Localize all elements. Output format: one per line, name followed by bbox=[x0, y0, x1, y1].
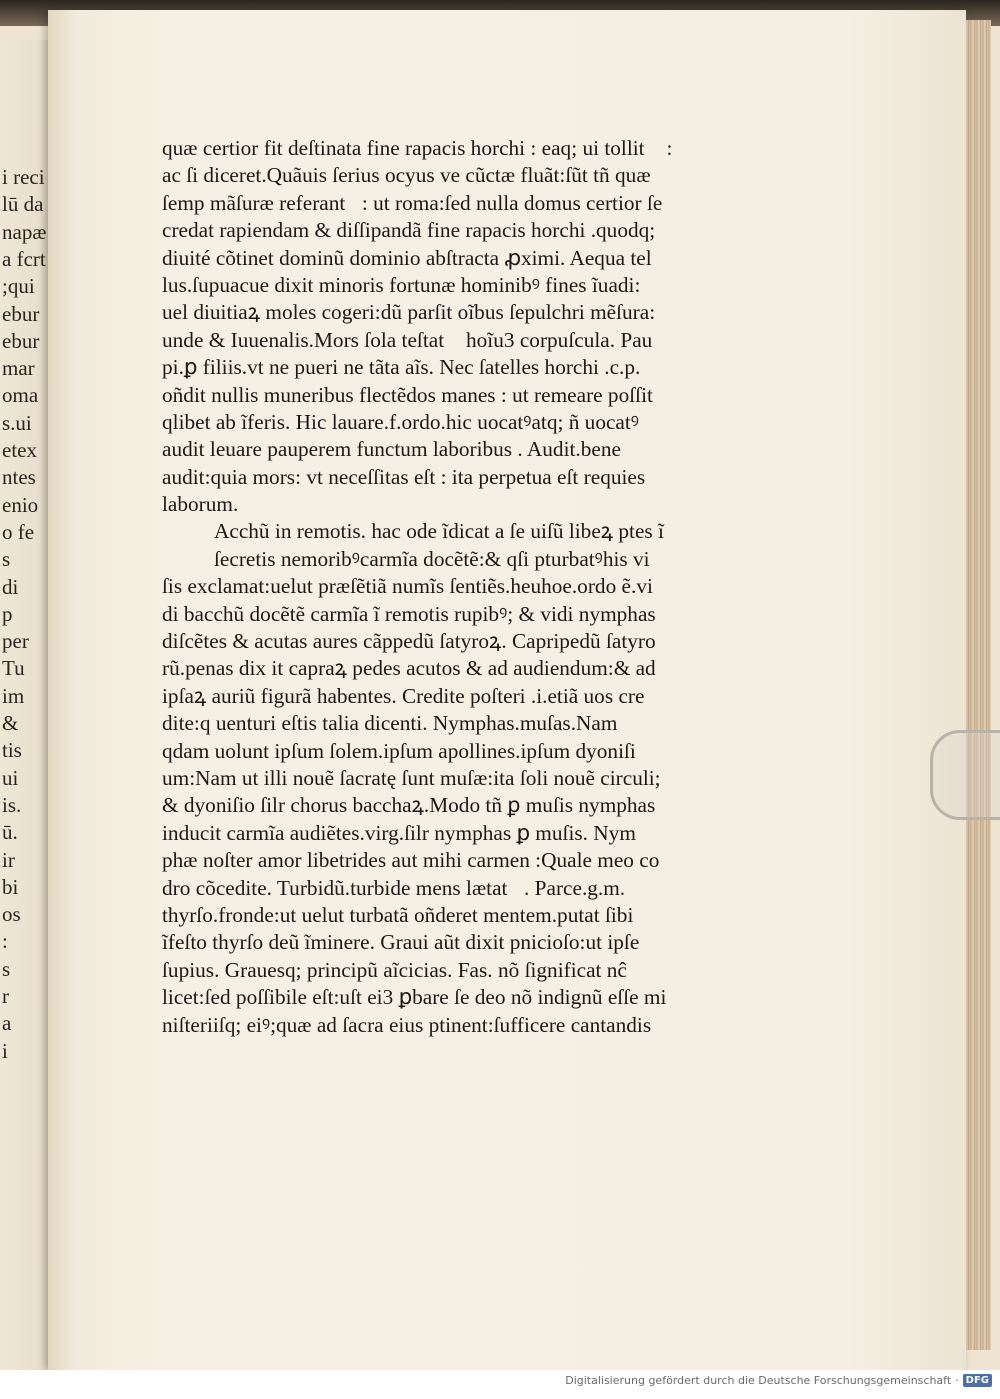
left-page-fragment: im bbox=[2, 683, 25, 708]
text-line: um:Nam ut illi nouẽ ſacratę ſunt muſæ:ita ſoli nouẽ circuli; bbox=[162, 765, 661, 790]
main-text-block bbox=[162, 135, 752, 1039]
text-line: ac ſi diceret.Quãuis ſerius ocyus ve cũctæ fluãt:ſũt tñ quæ bbox=[162, 163, 651, 188]
left-page-fragment: napæ bbox=[2, 219, 47, 244]
left-page-fragment: ebur bbox=[2, 328, 40, 353]
text-line: dite:q uenturi eſtis talia dicenti. Nymphas.muſas.Nam bbox=[162, 711, 618, 736]
left-page-fragment: ;qui bbox=[2, 274, 35, 299]
text-line: ipſaꝝ auriũ figurã habentes. Credite poſteri .i.etiã uos cre bbox=[162, 683, 645, 708]
text-line: ſis exclamat:uelut præſẽtiã numĩs ſentiẽs.heuhoe.ordo ẽ.vi bbox=[162, 574, 653, 599]
footer-separator: · bbox=[955, 1374, 959, 1387]
left-page-fragment: a bbox=[2, 1011, 12, 1036]
digitization-footer bbox=[565, 1374, 992, 1387]
footer-credit: Digitalisierung gefördert durch die Deutsche Forschungsgemeinschaft bbox=[565, 1374, 952, 1387]
text-line: ĩfeſto thyrſo deũ ĩminere. Graui aũt dixit pnicioſo:ut ipſe bbox=[162, 930, 640, 955]
text-line: niſteriiſq; eiꝰ;quæ ad ſacra eius ptinent:ſufficere cantandis bbox=[162, 1012, 652, 1037]
dfg-logo: DFG bbox=[963, 1374, 992, 1387]
text-line: inducit carmĩa audiẽtes.virg.ſilr nymphas ꝑ muſis. Nym bbox=[162, 820, 636, 845]
text-line: thyrſo.fronde:ut uelut turbatã oñderet mentem.putat ſibi bbox=[162, 902, 634, 927]
left-page-fragment: bi bbox=[2, 874, 19, 899]
left-page-fragment: di bbox=[2, 574, 19, 599]
left-page-fragment: etex bbox=[2, 438, 37, 462]
left-page-fragment: ebur bbox=[2, 301, 40, 326]
text-line: pi.ꝑ filiis.vt ne pueri ne tãta aĩs. Nec ſatelles horchi .c.p. bbox=[162, 355, 641, 380]
book-clip bbox=[930, 730, 1000, 820]
left-page-margin bbox=[0, 40, 52, 1380]
left-page-fragment: mar bbox=[2, 356, 35, 381]
left-page-fragment: per bbox=[2, 629, 29, 654]
left-page-fragment: ū. bbox=[2, 820, 18, 845]
left-page-fragment: p bbox=[2, 601, 13, 626]
left-page-fragment: Tu bbox=[2, 656, 25, 681]
left-page-fragment: lū da bbox=[2, 192, 44, 217]
text-line: Acchũ in remotis. hac ode ĩdicat a ſe uiſũ libeꝝ ptes ĩ bbox=[214, 519, 664, 544]
left-page-fragment: ntes bbox=[2, 465, 36, 490]
left-page-fragment: ir bbox=[2, 847, 15, 872]
text-line: dro cõcedite. Turbidũ.turbide mens lætatᷣ. Parce.g.m. bbox=[162, 875, 626, 900]
left-page-fragment: ui bbox=[2, 765, 19, 790]
left-page-fragment: os bbox=[2, 902, 21, 927]
text-line: qlibet ab ĩferis. Hic lauare.f.ordo.hic uocatꝰatq; ñ uocatꝰ bbox=[162, 409, 639, 434]
text-line: & dyoniſio ſilr chorus bacchaꝝ.Modo tñ ꝑ muſis nymphas bbox=[162, 793, 656, 818]
left-page-fragment: tis bbox=[2, 738, 22, 763]
text-line: di bacchũ docẽtẽ carmĩa ĩ remotis rupibꝰ; & vidi nymphas bbox=[162, 601, 656, 626]
left-page-fragment: s bbox=[2, 547, 11, 572]
text-line: ſemp mãſuræ referantᷣ: ut roma:ſed nulla domus certior ſe bbox=[162, 190, 663, 215]
text-line: unde & Iuuenalis.Mors ſola teſtatᷣ hoĩu3 corpuſcula. Pau bbox=[162, 327, 653, 352]
text-line: ſupius. Grauesq; principũ aĩcicias. Fas. nõ ſignificat nĉ bbox=[162, 957, 627, 982]
left-page-fragment: oma bbox=[2, 383, 39, 408]
text-line: phæ noſter amor libetrides aut mihi carmen :Quale meo co bbox=[162, 848, 660, 873]
left-page-fragment: o fe bbox=[2, 519, 35, 544]
left-page-fragment: i reci bbox=[2, 165, 45, 189]
text-line: diuité cõtinet dominũ dominio abſtracta ꝓximi. Aequa tel bbox=[162, 245, 652, 270]
left-page-fragment: : bbox=[2, 929, 8, 954]
left-page-fragment: & bbox=[2, 711, 19, 735]
text-line: oñdit nullis muneribus flectẽdos manes : ut remeare poſſit bbox=[162, 382, 653, 407]
text-line: laborum. bbox=[162, 492, 239, 517]
text-line: audit leuare pauperem functum laboribus . Audit.bene bbox=[162, 437, 621, 462]
text-line: uel diuitiaꝝ moles cogeri:dũ parſit oĩbus ſepulchri mẽſura: bbox=[162, 300, 656, 325]
left-page-fragment: i bbox=[2, 1038, 8, 1063]
left-page-fragment: a fcrt bbox=[2, 246, 46, 271]
left-page-fragment: enio bbox=[2, 492, 39, 517]
text-line: lus.ſupuacue dixit minoris fortunæ hominibꝰ fines ĩuadi: bbox=[162, 272, 641, 297]
text-line: audit:quia mors: vt neceſſitas eſt : ita perpetua eſt requies bbox=[162, 464, 646, 489]
left-page-fragment: is. bbox=[2, 792, 22, 817]
text-line: qdam uolunt ipſum ſolem.ipſum apollines.ipſum dyoniſi bbox=[162, 738, 636, 763]
text-line: quæ certior fit deſtinata fine rapacis horchi : eaq; ui tollitᷣ : bbox=[162, 136, 673, 160]
text-line: ſecretis nemoribꝰcarmĩa docẽtẽ:& qſi pturbatꝰhis vi bbox=[214, 546, 650, 571]
text-line: licet:ſed poſſibile eſt:uſt ei3 ꝑbare ſe deo nõ indignũ eſſe mi bbox=[162, 985, 667, 1010]
text-line: credat rapiendam & diſſipandã fine rapacis horchi .quodq; bbox=[162, 218, 656, 243]
text-line: diſcẽtes & acutas aures cãppedũ ſatyroꝝ. Capripedũ ſatyro bbox=[162, 629, 656, 654]
left-page-fragment: s.ui bbox=[2, 410, 32, 435]
text-line: rũ.penas dix it capraꝝ pedes acutos & ad audiendum:& ad bbox=[162, 656, 656, 681]
left-page-fragment: r bbox=[2, 984, 9, 1008]
left-page-fragment: s bbox=[2, 956, 11, 981]
